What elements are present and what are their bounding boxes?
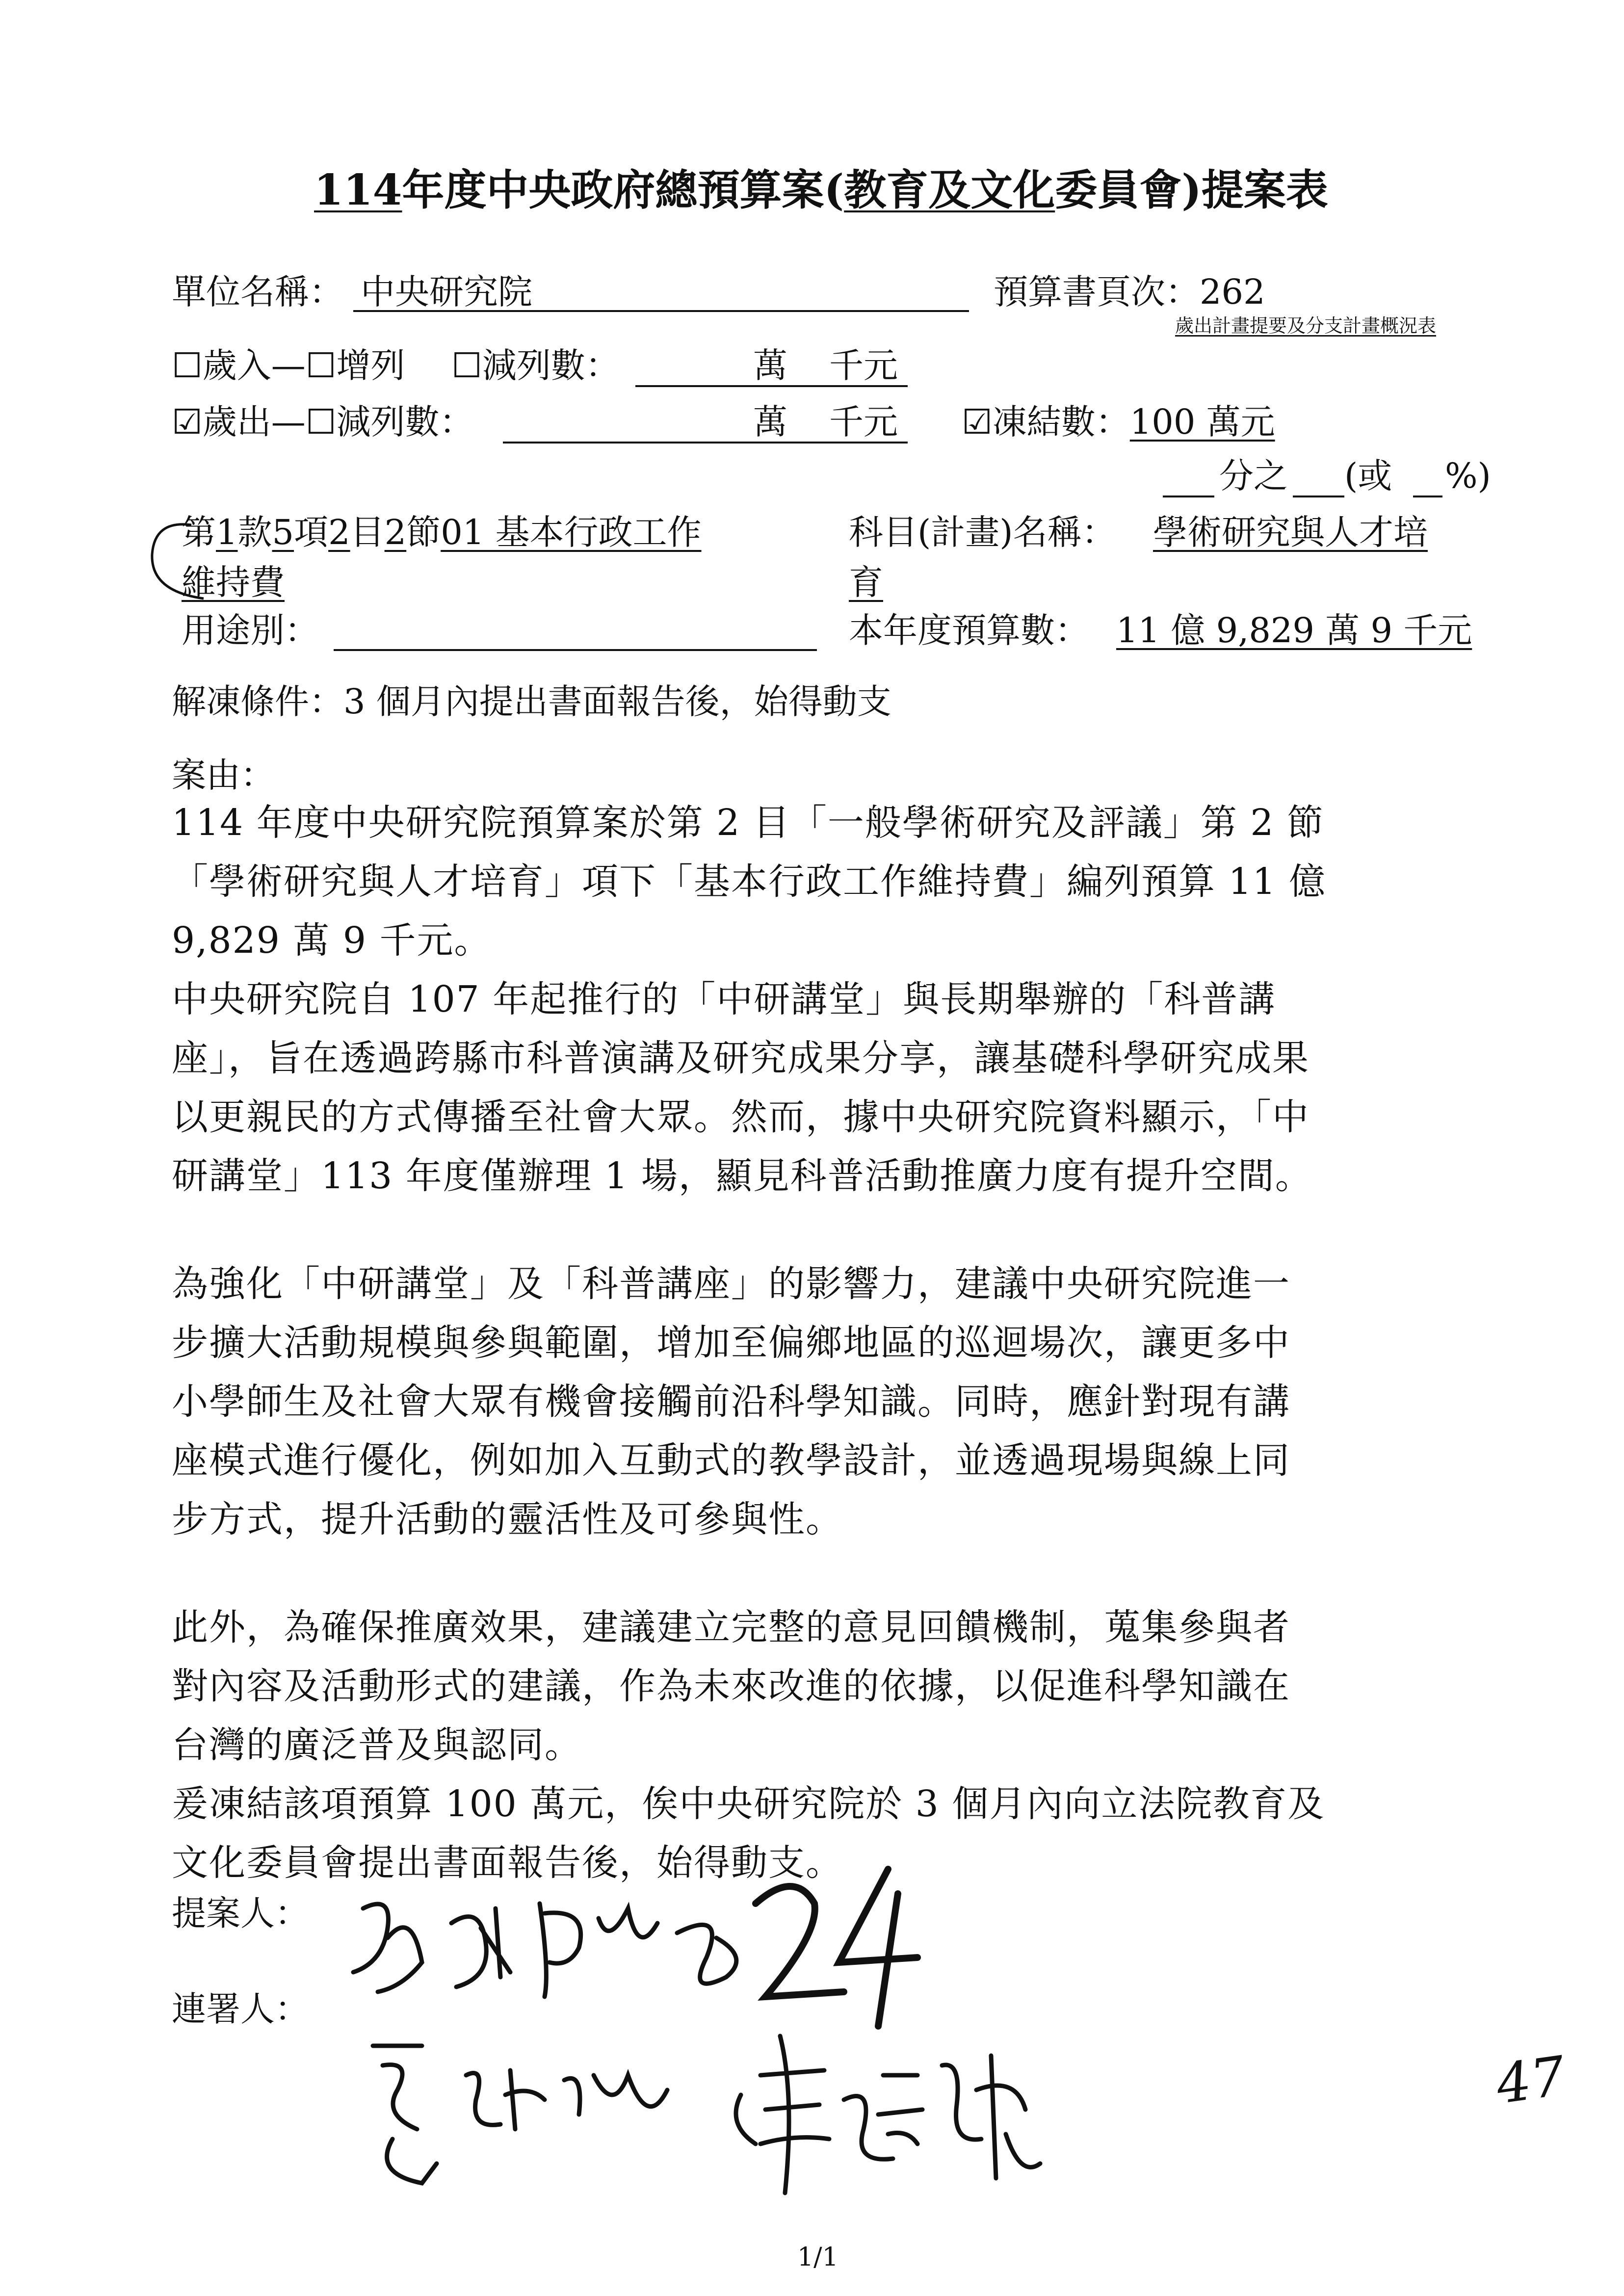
expenditure-row: ☑歲出—☐減列數： [172,402,474,442]
subject-label: 科目(計畫)名稱： [849,512,1116,552]
title-committee: 教育及文化 [844,165,1055,215]
budget-value: 11 億 9,829 萬 9 千元 [1116,610,1472,651]
fraction-huo: (或 [1344,456,1392,496]
fraction-blank-1 [1163,496,1214,497]
revenue-wan: 萬 [753,345,787,386]
unit-label: 單位名稱： [172,272,343,312]
title-year: 114 [314,165,402,215]
subject-line-1: 學術研究與人才培 [1153,512,1428,552]
unit-value: 中央研究院 [361,272,532,312]
expenditure-qian: 千元 [829,402,898,442]
title-mid: 年度中央政府總預算案( [402,165,844,215]
revenue-increase-checkbox[interactable]: ☐ [305,345,337,386]
item-line-2: 維持費 [182,562,285,602]
reason-label: 案由： [172,755,275,795]
revenue-decrease-checkbox[interactable]: ☐ [451,345,482,386]
reason-line: 文化委員會提出書面報告後，始得動支。 [172,1842,843,1884]
page-title [314,165,1328,215]
budget-page-note: 歲出計畫提要及分支計畫概況表 [1175,315,1437,337]
reason-line: 以更親民的方式傳播至社會大眾。然而，據中央研究院資料顯示，「中 [172,1096,1310,1138]
reason-line: 中央研究院自 107 年起推行的「中研講堂」與長期舉辦的「科普講 [172,978,1276,1020]
reason-line: 為強化「中研講堂」及「科普講座」的影響力，建議中央研究院進一 [172,1263,1290,1305]
unfreeze-condition: 解凍條件：3 個月內提出書面報告後，始得動支 [172,681,891,722]
expenditure-decrease-checkbox[interactable]: ☐ [305,402,337,442]
usage-underline [334,649,817,651]
subject-line-2: 育 [849,562,883,602]
reason-line: 步方式，提升活動的靈活性及可參與性。 [172,1498,843,1540]
reason-line: 座模式進行優化，例如加入互動式的教學設計，並透過現場與線上同 [172,1439,1290,1482]
revenue-checkbox[interactable]: ☐ [172,345,203,386]
reason-line: 台灣的廣泛普及與認同。 [172,1724,582,1766]
revenue-row: ☐歲入—☐增列 [172,345,405,386]
page-footer: 1/1 [797,2243,838,2272]
expenditure-checkbox[interactable]: ☑ [172,402,203,442]
cosigner-label: 連署人： [172,1989,309,2029]
reason-line: 研講堂」113 年度僅辦理 1 場，顯見科普活動推廣力度有提升空間。 [172,1155,1312,1197]
reason-line: 步擴大活動規模與參與範圍，增加至偏鄉地區的巡迴場次，讓更多中 [172,1322,1290,1364]
item-code: 01 基本行政工作 [441,512,702,552]
reason-line: 此外，為確保推廣效果，建議建立完整的意見回饋機制，蒐集參與者 [172,1606,1290,1648]
freeze-value: 100 萬元 [1129,402,1275,442]
cosigner-signatures [353,2016,1138,2222]
expenditure-wan: 萬 [753,402,787,442]
reason-line: 小學師生及社會大眾有機會接觸前沿科學知識。同時，應針對現有講 [172,1381,1290,1423]
proposer-label: 提案人： [172,1893,309,1933]
reason-line: 座」，旨在透過跨縣市科普演講及研究成果分享，讓基礎科學研究成果 [172,1037,1310,1079]
reason-line: 對內容及活動形式的建議，作為未來改進的依據，以促進科學知識在 [172,1665,1290,1707]
fraction-fen: 分之 [1219,456,1288,496]
usage-label: 用途別： [182,610,319,651]
reason-line: 「學術研究與人才培育」項下「基本行政工作維持費」編列預算 11 億 [172,861,1327,903]
budget-label: 本年度預算數： [849,610,1089,651]
unit-underline [353,310,969,312]
budget-page-label: 預算書頁次： [994,272,1200,312]
title-end: 委員會)提案表 [1055,165,1328,215]
reason-line: 9,829 萬 9 千元。 [172,919,492,962]
reason-line: 114 年度中央研究院預算案於第 2 目「一般學術研究及評議」第 2 節 [172,802,1325,844]
handwritten-page-number: 47 [1492,2044,1570,2116]
revenue-decrease: ☐減列數： [451,345,620,386]
freeze-checkbox[interactable]: ☑ [962,402,993,442]
budget-page-value: 262 [1200,272,1265,312]
reason-line: 爰凍結該項預算 100 萬元，俟中央研究院於 3 個月內向立法院教育及 [172,1783,1325,1825]
revenue-qian: 千元 [829,345,898,386]
item-line-1: 第1款5項2目2節01 基本行政工作 [182,512,702,552]
freeze-amount: ☑凍結數：100 萬元 [962,402,1275,442]
fraction-pct: %) [1445,456,1491,496]
fraction-blank-2 [1293,496,1344,497]
fraction-blank-3 [1413,496,1442,497]
